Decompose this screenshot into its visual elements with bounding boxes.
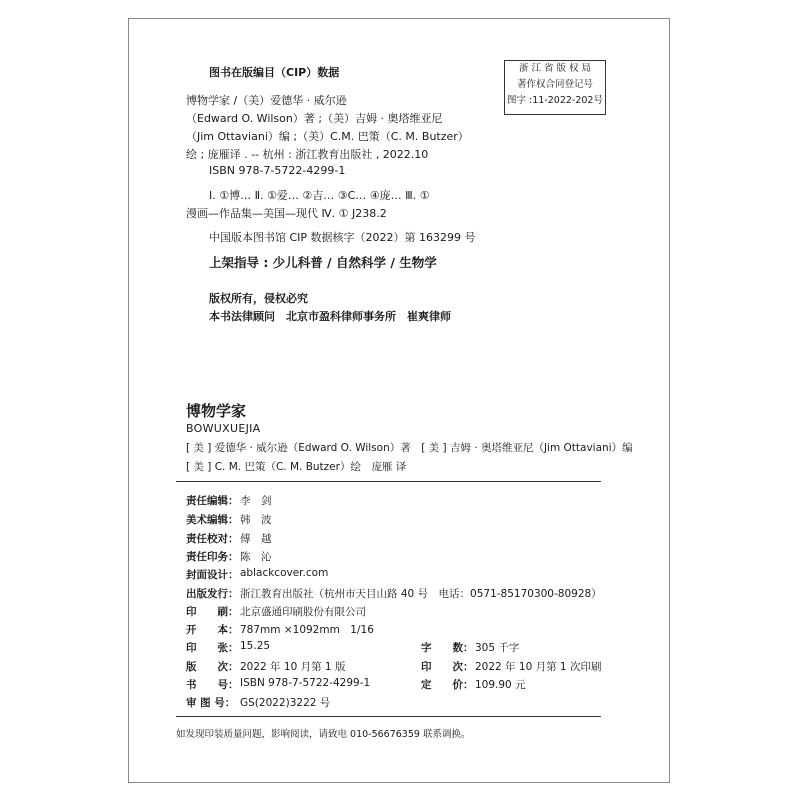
staff-label: 封面设计：: [186, 569, 239, 581]
shelf-guide: 上架指导 : 少儿科普 / 自然科学 / 生物学: [209, 255, 437, 270]
spec-label: 印 次：: [421, 661, 474, 673]
staff-value: 李 剑: [240, 495, 272, 507]
spec-value: ISBN 978-7-5722-4299-1: [240, 677, 371, 689]
spec-label: 版 次：: [186, 661, 239, 673]
spec-value: 109.90 元: [475, 679, 526, 691]
cip-line: 博物学家 /（美）爱德华 · 威尔逊: [186, 94, 347, 107]
legal-counsel: 本书法律顾问 北京市盈科律师事务所 崔爽律师: [209, 310, 451, 323]
staff-value: 北京盛通印刷股份有限公司: [240, 606, 366, 618]
rights-notice: 版权所有，侵权必究: [209, 292, 308, 305]
book-pinyin: BOWUXUEJIA: [186, 422, 261, 435]
stamp-line: 著作权合同登记号: [516, 79, 593, 90]
cip-title: 图书在版编目（CIP）数据: [209, 66, 340, 79]
staff-label: 责任印务：: [186, 551, 239, 563]
cip-line: （Jim Ottaviani）编 ;（美）C.M. 巴策（C. M. Butzer）: [186, 130, 469, 143]
book-credit: [ 美 ] 爱德华 · 威尔逊（Edward O. Wilson）著 [ 美 ] 吉姆 · 奥塔维亚尼（Jim Ottaviani）编: [186, 442, 633, 454]
staff-value: 陈 沁: [240, 551, 272, 563]
staff-label: 美术编辑：: [186, 514, 239, 526]
spec-label: 书 号：: [186, 679, 239, 691]
spec-value: 15.25: [240, 640, 271, 652]
staff-label: 开 本：: [186, 624, 239, 636]
stamp-line: 图字 :11-2022-202号: [507, 95, 603, 106]
cip-line: 绘 ; 庞雁译 . -- 杭州 : 浙江教育出版社 , 2022.10: [186, 148, 429, 161]
spec-value: 305 千字: [475, 642, 520, 654]
spec-value: GS(2022)3222 号: [240, 697, 331, 709]
spec-label: 审 图 号：: [186, 697, 236, 709]
book-title: 博物学家: [186, 402, 247, 420]
divider: [176, 716, 601, 717]
cip-line: Ⅰ. ①博… Ⅱ. ①爱… ②吉… ③C… ④庞… Ⅲ. ①: [209, 189, 430, 202]
cip-line: （Edward O. Wilson）著 ;（美）吉姆 · 奥塔维亚尼: [186, 112, 443, 125]
staff-label: 责任校对：: [186, 533, 239, 545]
spec-value: 2022 年 10 月第 1 版: [240, 661, 346, 673]
divider: [176, 481, 601, 482]
staff-value: 傅 越: [240, 533, 272, 545]
spec-label: 印 张：: [186, 642, 239, 654]
staff-label: 印 刷：: [186, 606, 239, 618]
staff-value: 787mm ×1092mm 1/16: [240, 624, 374, 636]
cip-line: 漫画—作品集—美国—现代 Ⅳ. ① J238.2: [186, 207, 387, 220]
staff-value: 韩 波: [240, 514, 272, 526]
spec-label: 定 价：: [421, 679, 474, 691]
quality-notice: 如发现印装质量问题，影响阅读，请致电 010-56676359 联系调换。: [176, 729, 471, 740]
spec-label: 字 数：: [421, 642, 474, 654]
book-credit: [ 美 ] C. M. 巴策（C. M. Butzer）绘 庞雁 译: [186, 461, 407, 473]
stamp-line: 浙 江 省 版 权 局: [518, 63, 592, 74]
staff-label: 责任编辑：: [186, 495, 239, 507]
spec-value: 2022 年 10 月第 1 次印刷: [475, 661, 602, 673]
cip-line: 中国版本图书馆 CIP 数据核字（2022）第 163299 号: [209, 231, 476, 244]
copyright-registration-stamp: [504, 60, 606, 115]
staff-label: 出版发行：: [186, 588, 239, 600]
staff-value: 浙江教育出版社（杭州市天目山路 40 号 电话：0571-85170300-80928）: [240, 588, 602, 600]
staff-value: ablackcover.com: [240, 567, 329, 579]
cip-line: ISBN 978-7-5722-4299-1: [209, 164, 346, 177]
